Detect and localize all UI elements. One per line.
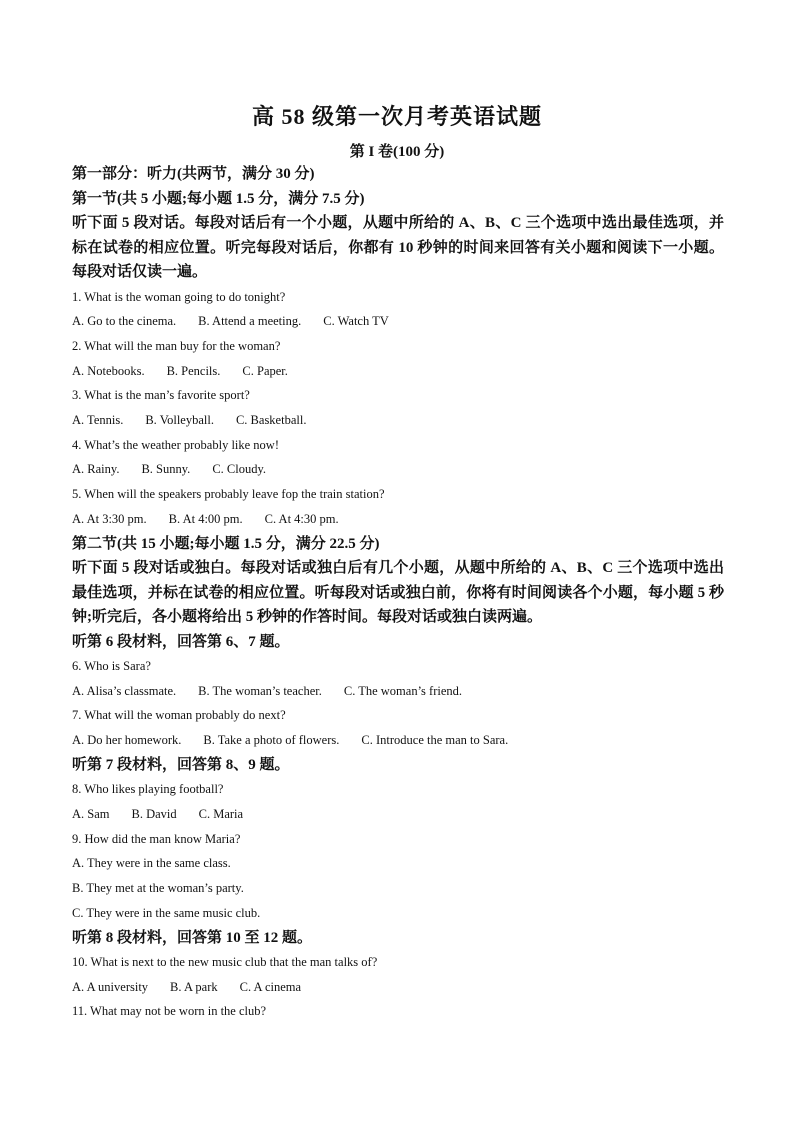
material-6-heading: 听第 6 段材料，回答第 6、7 题。: [72, 633, 290, 650]
section1-instruction: 听下面 5 段对话。每段对话后有一个小题，从题中所给的 A、B、C 三个选项中选出最佳选项，并标在试卷的相应位置。听完每段对话后，你都有 10 秒钟的时间来回答有关小题和阅读下一小题。每段对话仅读一遍。: [72, 215, 724, 280]
material-7-heading: 听第 7 段材料，回答第 8、9 题。: [72, 756, 290, 773]
exam-title: 高 58 级第一次月考英语试题: [251, 104, 542, 129]
question-2-options: [72, 359, 724, 384]
option-c: C. Introduce the man to Sara.: [361, 733, 509, 748]
option-b: B. Take a photo of flowers.: [203, 733, 340, 748]
option-c: C. Basketball.: [235, 413, 307, 428]
question-9-option-a: A. They were in the same class.: [72, 856, 231, 871]
option-a: A. Do her homework.: [72, 733, 182, 748]
question-7-options: [72, 728, 724, 753]
question-8-options: [72, 802, 724, 827]
option-b: B. Pencils.: [166, 363, 221, 378]
question-9-option-b: B. They met at the woman’s party.: [72, 881, 244, 896]
option-b: B. David: [131, 807, 177, 822]
option-c: C. At 4:30 pm.: [264, 511, 339, 526]
question-5: 5. When will the speakers probably leave fop the train station?: [72, 487, 385, 502]
question-7: 7. What will the woman probably do next?: [72, 708, 286, 723]
question-6: 6. Who is Sara?: [72, 659, 151, 674]
exam-content: [72, 162, 724, 1024]
option-a: A. Notebooks.: [72, 363, 145, 378]
question-4: 4. What’s the weather probably like now!: [72, 437, 280, 452]
option-c: C. Paper.: [242, 363, 288, 378]
option-c: C. The woman’s friend.: [343, 683, 463, 698]
volume-heading: 第 I 卷(100 分): [349, 144, 445, 160]
option-b: B. A park: [170, 979, 218, 994]
question-1-options: [72, 309, 724, 334]
question-4-options: [72, 457, 724, 482]
option-c: C. Watch TV: [323, 314, 389, 329]
option-c: C. Maria: [198, 807, 244, 822]
material-8-heading: 听第 8 段材料，回答第 10 至 12 题。: [72, 929, 313, 946]
question-9-option-c: C. They were in the same music club.: [72, 905, 261, 920]
part-heading: 第一部分：听力(共两节，满分 30 分): [72, 166, 315, 182]
option-c: C. A cinema: [239, 979, 302, 994]
option-b: B. The woman’s teacher.: [198, 683, 322, 698]
question-9: 9. How did the man know Maria?: [72, 831, 241, 846]
option-a: A. Tennis.: [72, 413, 124, 428]
question-5-options: [72, 507, 724, 532]
option-a: A. Go to the cinema.: [72, 314, 177, 329]
option-b: B. Sunny.: [141, 462, 191, 477]
option-c: C. Cloudy.: [212, 462, 267, 477]
question-3: 3. What is the man’s favorite sport?: [72, 388, 250, 403]
question-10: 10. What is next to the new music club that the man talks of?: [72, 955, 378, 970]
option-a: A. Alisa’s classmate.: [72, 683, 177, 698]
option-b: B. At 4:00 pm.: [168, 511, 243, 526]
question-6-options: [72, 679, 724, 704]
option-a: A. Sam: [72, 807, 110, 822]
option-a: A. At 3:30 pm.: [72, 511, 147, 526]
question-10-options: [72, 975, 724, 1000]
option-a: A. Rainy.: [72, 462, 120, 477]
question-3-options: [72, 408, 724, 433]
section1-heading: 第一节(共 5 小题;每小题 1.5 分，满分 7.5 分): [72, 190, 365, 207]
question-2: 2. What will the man buy for the woman?: [72, 338, 281, 353]
option-b: B. Volleyball.: [145, 413, 214, 428]
section2-instruction: 听下面 5 段对话或独白。每段对话或独白后有几个小题，从题中所给的 A、B、C 三个选项中选出最佳选项，并标在试卷的相应位置。听每段对话或独白前，你将有时间阅读各个小题，每小题 5 秒钟;听完后，各小题将给出 5 秒钟的作答时间。每段对话或独白读两遍。: [72, 560, 724, 626]
section2-heading: 第二节(共 15 小题;每小题 1.5 分，满分 22.5 分): [72, 535, 380, 552]
question-1: 1. What is the woman going to do tonight?: [72, 289, 286, 304]
question-11: 11. What may not be worn in the club?: [72, 1004, 267, 1019]
question-8: 8. Who likes playing football?: [72, 782, 224, 797]
option-a: A. A university: [72, 979, 149, 994]
option-b: B. Attend a meeting.: [198, 314, 302, 329]
